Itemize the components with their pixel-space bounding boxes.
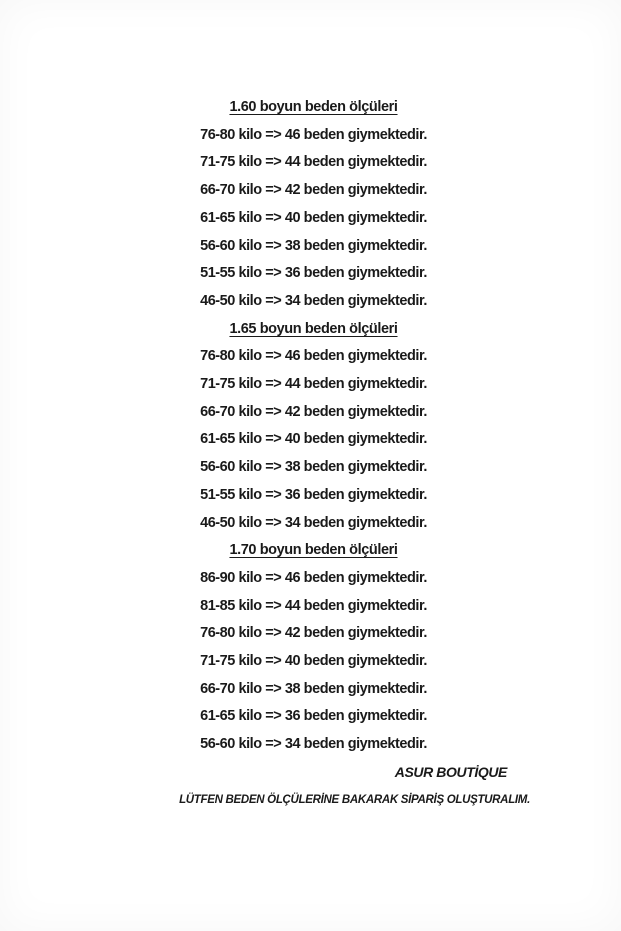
- size-line: 81-85 kilo => 44 beden giymektedir.: [200, 597, 427, 614]
- size-line: 66-70 kilo => 38 beden giymektedir.: [200, 680, 427, 697]
- size-section: [6, 94, 621, 316]
- order-note: LÜTFEN BEDEN ÖLÇÜLERİNE BAKARAK SİPARİŞ OLUŞTURALIM.: [179, 793, 530, 806]
- size-section: [6, 316, 621, 538]
- section-title: 1.65 boyun beden ölçüleri: [229, 320, 398, 337]
- size-line: 46-50 kilo => 34 beden giymektedir.: [200, 514, 427, 531]
- size-line: 76-80 kilo => 46 beden giymektedir.: [200, 126, 427, 143]
- size-line: 51-55 kilo => 36 beden giymektedir.: [200, 265, 427, 282]
- size-line: 76-80 kilo => 42 beden giymektedir.: [200, 625, 427, 642]
- section-title: 1.70 boyun beden ölçüleri: [229, 542, 398, 559]
- size-line: 76-80 kilo => 46 beden giymektedir.: [200, 348, 427, 365]
- size-line: 61-65 kilo => 40 beden giymektedir.: [200, 209, 427, 226]
- size-line: 56-60 kilo => 38 beden giymektedir.: [200, 459, 427, 476]
- size-line: 51-55 kilo => 36 beden giymektedir.: [200, 486, 427, 503]
- size-line: 66-70 kilo => 42 beden giymektedir.: [200, 403, 427, 420]
- size-line: 56-60 kilo => 34 beden giymektedir.: [200, 736, 427, 753]
- document-footer: [0, 759, 621, 814]
- size-line: 86-90 kilo => 46 beden giymektedir.: [200, 569, 427, 586]
- section-lines: [6, 565, 621, 759]
- brand-signature: ASUR BOUTİQUE: [394, 763, 507, 780]
- size-line: 71-75 kilo => 44 beden giymektedir.: [200, 154, 427, 171]
- size-section: [6, 537, 621, 759]
- size-line: 61-65 kilo => 40 beden giymektedir.: [200, 431, 427, 448]
- size-line: 46-50 kilo => 34 beden giymektedir.: [200, 292, 427, 309]
- section-title: 1.60 boyun beden ölçüleri: [229, 99, 398, 115]
- section-lines: [6, 343, 621, 537]
- size-line: 71-75 kilo => 44 beden giymektedir.: [200, 376, 427, 393]
- section-lines: [6, 122, 621, 316]
- size-line: 71-75 kilo => 40 beden giymektedir.: [200, 653, 427, 670]
- size-line: 61-65 kilo => 36 beden giymektedir.: [200, 708, 427, 725]
- size-line: 56-60 kilo => 38 beden giymektedir.: [200, 237, 427, 254]
- size-line: 66-70 kilo => 42 beden giymektedir.: [200, 182, 427, 199]
